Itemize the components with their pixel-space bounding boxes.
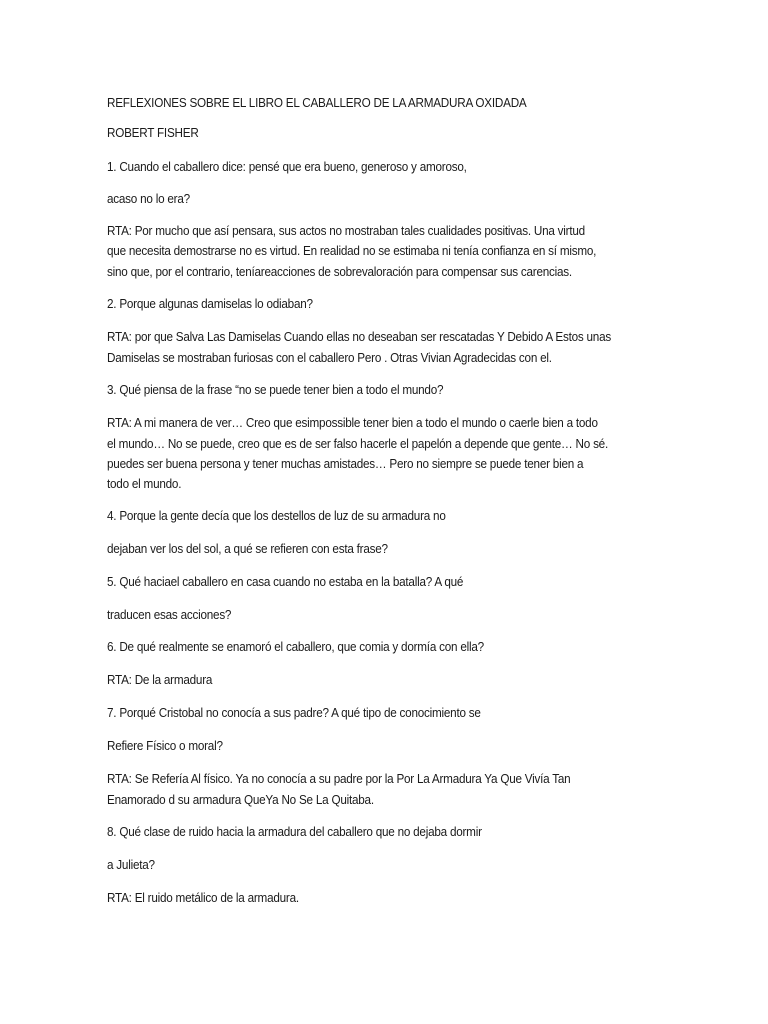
question-4-line-2: dejaban ver los del sol, a qué se refieren con esta frase? <box>107 542 388 556</box>
question-8-line-1: 8. Qué clase de ruido hacia la armadura del caballero que no dejaba dormir <box>107 825 482 839</box>
question-7-line-1: 7. Porqué Cristobal no conocía a sus padre? A qué tipo de conocimiento se <box>107 706 481 720</box>
answer-2-line-1: RTA: por que Salva Las Damiselas Cuando ellas no deseaban ser rescatadas Y Debido A Estos unas <box>107 330 612 344</box>
question-5-line-1: 5. Qué haciael caballero en casa cuando no estaba en la batalla? A qué <box>107 575 464 589</box>
question-5-line-2: traducen esas acciones? <box>107 608 232 622</box>
answer-8: RTA: El ruido metálico de la armadura. <box>107 891 299 905</box>
question-1-line-1: 1. Cuando el caballero dice: pensé que era bueno, generoso y amoroso, <box>107 160 467 174</box>
question-2: 2. Porque algunas damiselas lo odiaban? <box>107 297 313 311</box>
answer-3-line-4: todo el mundo. <box>107 477 182 491</box>
question-8-line-2: a Julieta? <box>107 858 155 872</box>
answer-7-line-1: RTA: Se Refería Al físico. Ya no conocía a su padre por la Por La Armadura Ya Que Vivía Tan <box>107 772 571 786</box>
question-1-line-2: acaso no lo era? <box>107 192 190 206</box>
answer-3-line-2: el mundo… No se puede, creo que es de ser falso hacerle el papelón a depende que gente… No sé. <box>107 437 608 451</box>
document-title: REFLEXIONES SOBRE EL LIBRO EL CABALLERO DE LA ARMADURA OXIDADA <box>107 96 527 110</box>
answer-1-line-2: que necesita demostrarse no es virtud. En realidad no se estimaba ni tenía confianza en sí mismo, <box>107 244 597 258</box>
answer-1-line-1: RTA: Por mucho que así pensara, sus actos no mostraban tales cualidades positivas. Una virtud <box>107 224 585 238</box>
answer-7-line-2: Enamorado d su armadura QueYa No Se La Quitaba. <box>107 793 374 807</box>
question-3: 3. Qué piensa de la frase “no se puede tener bien a todo el mundo? <box>107 383 444 397</box>
document-author: ROBERT FISHER <box>107 126 199 140</box>
question-4-line-1: 4. Porque la gente decía que los destellos de luz de su armadura no <box>107 509 446 523</box>
answer-2-line-2: Damiselas se mostraban furiosas con el caballero Pero . Otras Vivian Agradecidas con el. <box>107 351 552 365</box>
answer-1-line-3: sino que, por el contrario, teníareacciones de sobrevaloración para compensar sus carencias. <box>107 265 572 279</box>
answer-3-line-1: RTA: A mi manera de ver… Creo que esimpossible tener bien a todo el mundo o caerle bien a todo <box>107 416 598 430</box>
answer-3-line-3: puedes ser buena persona y tener muchas amistades… Pero no siempre se puede tener bien a <box>107 457 584 471</box>
answer-6: RTA: De la armadura <box>107 673 213 687</box>
question-7-line-2: Refiere Físico o moral? <box>107 739 223 753</box>
question-6: 6. De qué realmente se enamoró el caballero, que comia y dormía con ella? <box>107 640 484 654</box>
